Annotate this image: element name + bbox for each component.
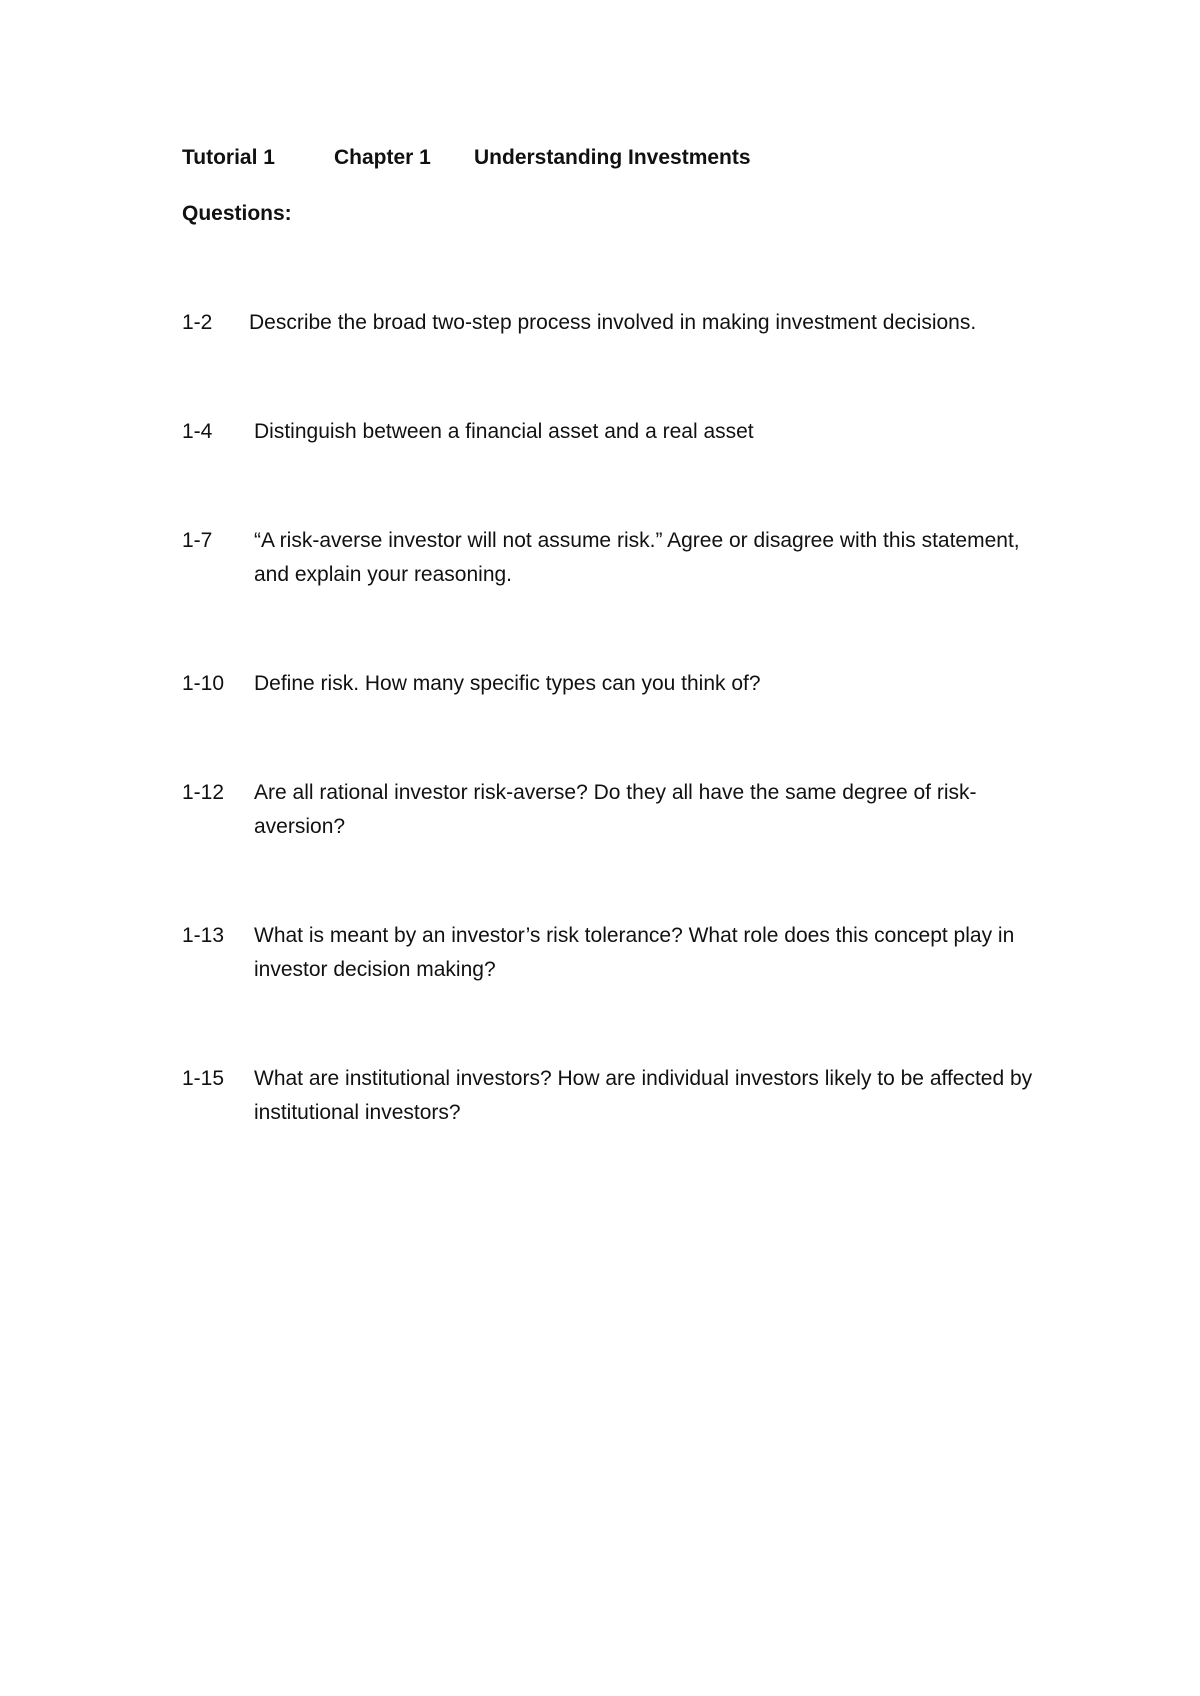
question-number: 1-4	[182, 420, 213, 443]
page-title: Understanding Investments	[474, 146, 751, 169]
question-number: 1-7	[182, 529, 213, 552]
question-number: 1-10	[182, 672, 225, 695]
question-number: 1-13	[182, 924, 225, 947]
question-number: 1-15	[182, 1067, 225, 1090]
question-text: “A risk-averse investor will not assume risk.” Agree or disagree with this statement, and explain your reasoning.	[254, 529, 1020, 586]
question-item	[182, 1062, 1042, 1130]
tutorial-label: Tutorial 1	[182, 146, 275, 169]
question-number: 1-2	[182, 311, 213, 334]
question-item	[182, 667, 1042, 701]
questions-heading: Questions:	[182, 202, 292, 225]
question-text: What are institutional investors? How are individual investors likely to be affected by institutional investors?	[254, 1067, 1033, 1124]
question-number: 1-12	[182, 781, 225, 804]
chapter-label: Chapter 1	[334, 146, 431, 169]
question-text: Describe the broad two-step process involved in making investment decisions.	[249, 311, 977, 334]
question-text: Define risk. How many specific types can you think of?	[254, 672, 761, 695]
question-text: Distinguish between a financial asset and a real asset	[254, 420, 754, 443]
question-item	[182, 415, 1042, 449]
question-text: Are all rational investor risk-averse? Do they all have the same degree of risk-aversion?	[254, 781, 977, 838]
question-item	[182, 306, 1042, 340]
question-item	[182, 919, 1042, 987]
question-text: What is meant by an investor’s risk tolerance? What role does this concept play in investor decision making?	[254, 924, 1015, 981]
question-item	[182, 524, 1042, 592]
question-item	[182, 776, 1042, 844]
